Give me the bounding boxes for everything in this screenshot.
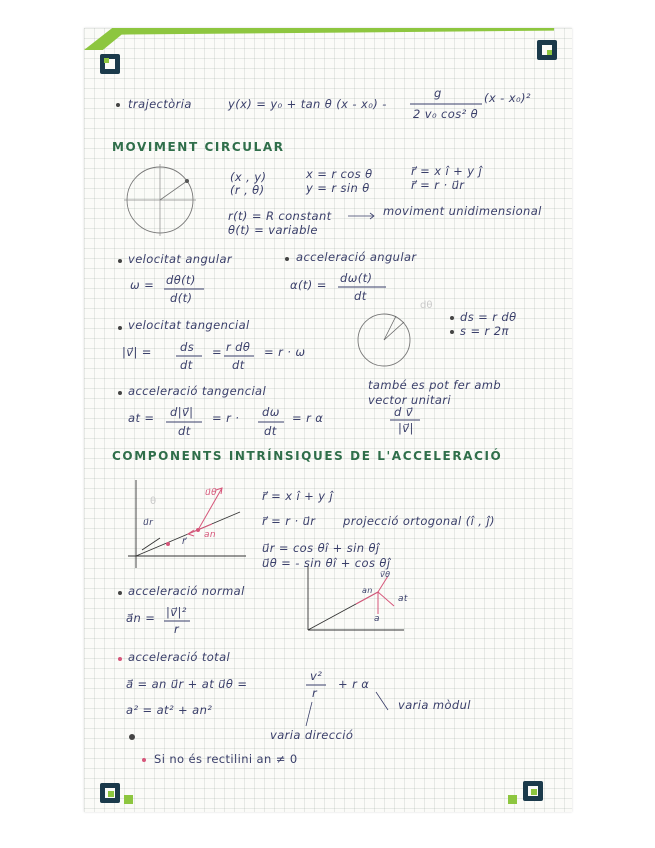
angular-velocity-den: d(t): [170, 291, 193, 305]
diagram-r-label: r⃗: [182, 537, 187, 547]
x-equation: x = r cos θ: [306, 167, 373, 181]
fraction-bar: [258, 421, 288, 423]
normal-acceleration-num: |v⃗|²: [166, 605, 187, 619]
arc-ds-eq: ds = r dθ: [460, 310, 517, 324]
arrow: [300, 700, 320, 730]
green-square-marker: [508, 795, 517, 804]
arrow: [348, 212, 378, 220]
dtheta-label: dθ: [420, 300, 433, 311]
unit-vector-den: |v⃗|: [398, 421, 414, 435]
fraction-bar: [166, 421, 206, 423]
corner-marker-top-left: [100, 54, 120, 74]
bullet: [118, 259, 122, 263]
diagram-utheta-label: u⃗θ: [205, 488, 218, 498]
varies-magnitude-note: varia mòdul: [398, 698, 471, 712]
tangential-acceleration-lhs: at =: [128, 411, 155, 425]
tangential-acceleration-den1: dt: [178, 424, 191, 438]
angular-velocity-label: velocitat angular: [128, 252, 233, 266]
trajectory-label: trajectòria: [128, 97, 192, 111]
tangential-velocity-den2: dt: [232, 358, 245, 372]
tangential-acceleration-tail: = r α: [292, 411, 324, 425]
heading-intrinsic-components: COMPONENTS INTRÍNSIQUES DE L'ACCELERACIÓ: [112, 449, 503, 463]
bullet: [118, 391, 122, 395]
diagram-theta-label: θ: [150, 496, 157, 507]
utheta-equation: u⃗θ = - sin θî + cos θĵ: [262, 556, 391, 570]
total-acceleration-tail: + r α: [338, 677, 370, 691]
coord-rtheta: (r , θ): [230, 183, 265, 197]
diagram2-vtheta-label: v⃗θ: [380, 570, 391, 579]
diagram2-a-label: a: [374, 614, 380, 624]
diagram2-at-label: at: [398, 594, 408, 604]
fraction-bar: [224, 355, 258, 357]
angular-velocity-lhs: ω =: [130, 278, 155, 292]
tangential-acceleration-num1: d|v⃗|: [170, 405, 194, 419]
unit-vector-note-line2: vector unitari: [368, 393, 451, 407]
fraction-bar: [410, 103, 490, 105]
orthogonal-projection-note: projecció ortogonal (î , ĵ): [343, 514, 495, 528]
circle-diagram: [124, 164, 200, 240]
normal-acceleration-lhs: a⃗n =: [126, 611, 156, 625]
trajectory-frac-num: g: [434, 86, 442, 100]
coord-xy: (x , y): [230, 170, 267, 184]
r-constant: r(t) = R constant: [228, 209, 332, 223]
tangential-velocity-label: velocitat tangencial: [128, 318, 250, 332]
angular-acceleration-lhs: α(t) =: [290, 278, 327, 292]
fraction-bar: [164, 288, 208, 290]
bullet: [118, 657, 122, 661]
varies-direction-note: varia direcció: [270, 728, 354, 742]
tangential-velocity-num1: ds: [180, 340, 195, 354]
diagram2-an-label: an: [362, 586, 373, 595]
total-acceleration-den: r: [312, 686, 318, 700]
tangential-velocity-num2: r dθ: [226, 340, 251, 354]
tangential-acceleration-num2: dω: [262, 405, 280, 419]
bullet: [129, 734, 135, 740]
corner-marker-bottom-right: [523, 781, 543, 801]
non-rectilinear-note: Si no és rectilini an ≠ 0: [154, 752, 298, 766]
fraction-bar: [306, 684, 330, 686]
r-vector-equation: r⃗ = x î + y ĵ: [411, 164, 483, 178]
total-acceleration-num: v²: [310, 669, 323, 683]
trajectory-tail: (x - x₀)²: [484, 91, 531, 105]
angular-acceleration-den: dt: [354, 289, 367, 303]
angular-acceleration-num: dω(t): [340, 271, 373, 285]
bullet: [116, 103, 120, 107]
r-xy-equation: r⃗ = x î + y ĵ: [262, 489, 334, 503]
bullet: [118, 326, 122, 330]
bullet: [118, 591, 122, 595]
bullet: [142, 758, 146, 762]
unidimensional-note: moviment unidimensional: [383, 204, 542, 218]
fraction-bar: [176, 355, 206, 357]
angular-acceleration-label: acceleració angular: [296, 250, 417, 264]
theta-variable: θ(t) = variable: [228, 223, 318, 237]
arrow: [374, 690, 394, 714]
tangential-acceleration-label: acceleració tangencial: [128, 384, 267, 398]
tangential-acceleration-mid: = r ·: [212, 411, 240, 425]
squared-magnitude-equation: a² = at² + an²: [126, 703, 213, 717]
equals-sign: =: [212, 345, 223, 359]
tangential-velocity-den1: dt: [180, 358, 193, 372]
corner-marker-top-right: [537, 40, 557, 60]
angular-velocity-num: dθ(t): [166, 273, 196, 287]
tangential-velocity-tail: = r · ω: [264, 345, 306, 359]
normal-acceleration-den: r: [174, 622, 180, 636]
heading-circular-motion: MOVIMENT CIRCULAR: [112, 140, 285, 154]
bullet: [450, 316, 454, 320]
arc-s-eq: s = r 2π: [460, 324, 509, 338]
tangential-acceleration-den2: dt: [264, 424, 277, 438]
total-acceleration-equation: a⃗ = an u⃗r + at u⃗θ =: [126, 677, 248, 691]
arc-circle-diagram: [356, 310, 416, 370]
total-acceleration-label: acceleració total: [128, 650, 231, 664]
normal-acceleration-label: acceleració normal: [128, 584, 245, 598]
diagram-an-label: an: [204, 530, 217, 540]
fraction-bar: [338, 286, 390, 288]
r-polar-equation: r⃗ = r · u⃗r: [411, 178, 465, 192]
tangential-velocity-lhs: |v⃗| =: [122, 345, 152, 359]
bullet: [450, 330, 454, 334]
bullet: [285, 257, 289, 261]
green-square-marker: [124, 795, 133, 804]
trajectory-equation: y(x) = y₀ + tan θ (x - x₀) -: [228, 97, 387, 111]
corner-marker-bottom-left: [100, 783, 120, 803]
unit-vector-note-line1: també es pot fer amb: [368, 378, 502, 392]
y-equation: y = r sin θ: [306, 181, 370, 195]
diagram-ur-label: u⃗r: [143, 518, 154, 528]
unit-vector-num: d v⃗: [394, 405, 413, 419]
ur-equation: u⃗r = cos θî + sin θĵ: [262, 541, 380, 555]
r-projection-equation: r⃗ = r · u⃗r: [262, 514, 316, 528]
trajectory-frac-den: 2 v₀ cos² θ: [413, 107, 479, 121]
acceleration-components-diagram: [306, 566, 406, 636]
